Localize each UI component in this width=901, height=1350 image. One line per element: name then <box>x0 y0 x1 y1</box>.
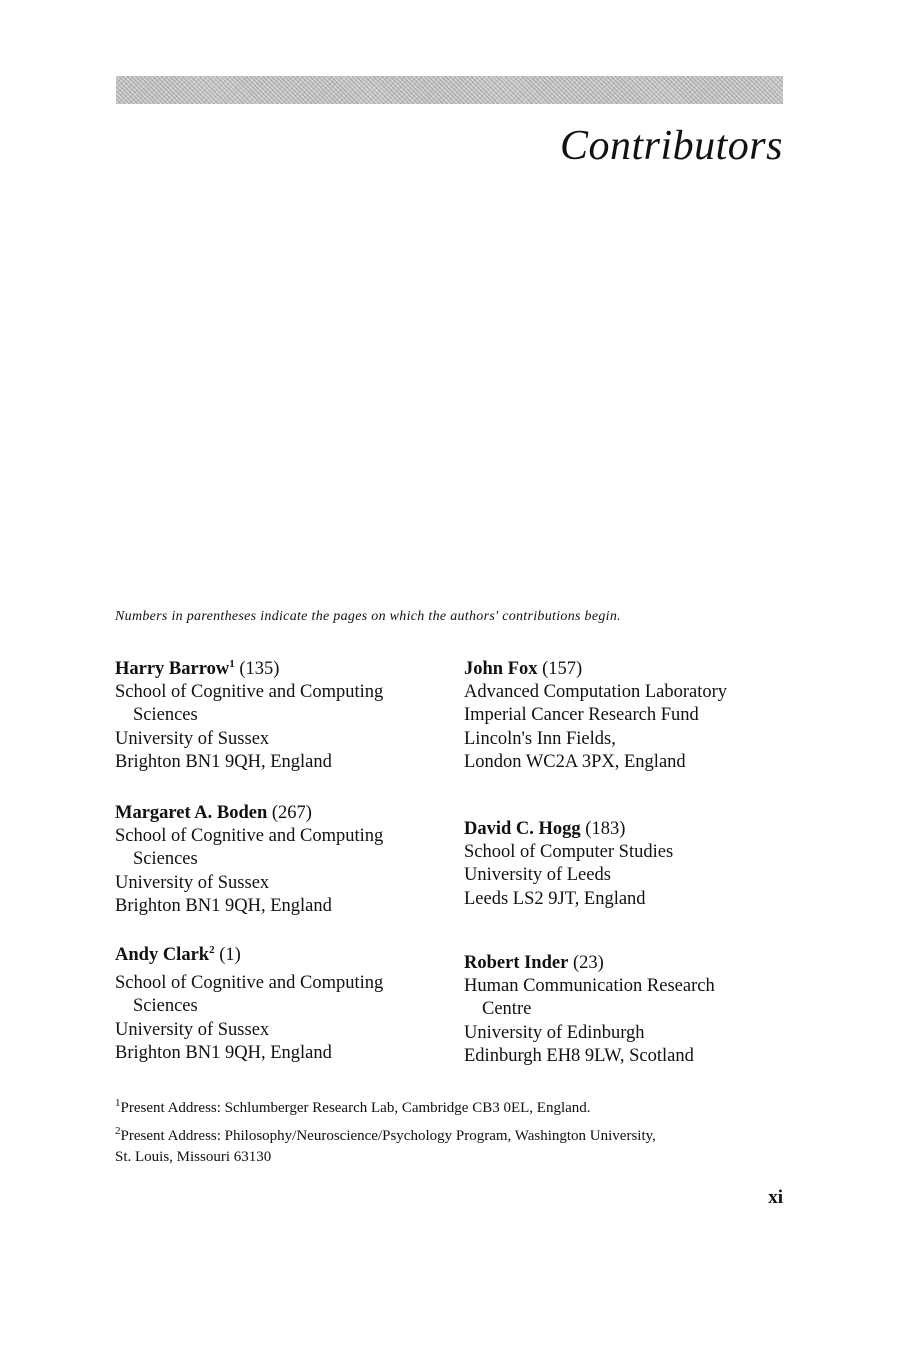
affiliation-line: University of Leeds <box>464 865 611 886</box>
footnote-marker: 2 <box>209 943 215 956</box>
affiliation-line: School of Cognitive and Computing <box>115 682 384 703</box>
affiliation-line: Leeds LS2 9JT, England <box>464 888 646 909</box>
contributor-entry <box>464 952 715 1068</box>
affiliation-line: University of Sussex <box>115 872 270 893</box>
affiliation-line: Brighton BN1 9QH, England <box>115 751 332 772</box>
footnote-marker: 1 <box>115 1097 121 1109</box>
contributor-page: (135) <box>239 659 280 679</box>
contributor-heading <box>464 818 673 841</box>
affiliation-line: Brighton BN1 9QH, England <box>115 895 332 916</box>
contributor-page: (1) <box>219 945 241 965</box>
contributor-page: (183) <box>585 819 626 839</box>
affiliation-line: Sciences <box>133 996 198 1017</box>
contributor-page: (157) <box>542 659 583 679</box>
contributor-entry <box>464 658 727 774</box>
page-title: Contributors <box>559 123 783 169</box>
affiliation-line: Edinburgh EH8 9LW, Scotland <box>464 1045 694 1066</box>
affiliation-line: University of Sussex <box>115 728 270 749</box>
affiliation-line: School of Cognitive and Computing <box>115 826 384 847</box>
contributor-page: (267) <box>271 803 312 823</box>
footnote-marker: 2 <box>115 1125 121 1137</box>
affiliation-line: Sciences <box>133 849 198 870</box>
contributor-name: John Fox <box>464 659 538 679</box>
contributor-heading <box>115 802 383 825</box>
contributor-entry <box>115 944 383 1065</box>
affiliation-line: Brighton BN1 9QH, England <box>115 1042 332 1063</box>
contributor-name: Andy Clark <box>115 945 210 965</box>
contributor-heading <box>464 658 727 681</box>
affiliation-line: Advanced Computation Laboratory <box>464 682 728 703</box>
affiliation-line: University of Edinburgh <box>464 1022 645 1043</box>
footnote <box>115 1098 591 1119</box>
footnote-text: Present Address: Philosophy/Neuroscience/Psychology Program, Washington University, <box>120 1128 656 1144</box>
contributor-name: Robert Inder <box>464 953 569 973</box>
footnote <box>115 1126 656 1168</box>
contributor-entry <box>115 658 383 774</box>
footnote-text: Present Address: Schlumberger Research Lab, Cambridge CB3 0EL, England. <box>120 1100 591 1116</box>
affiliation-line: School of Cognitive and Computing <box>115 973 384 994</box>
contributor-heading <box>464 952 715 975</box>
contributor-name: David C. Hogg <box>464 819 581 839</box>
affiliation-line: Lincoln's Inn Fields, <box>464 728 616 749</box>
footnote-marker: 1 <box>229 657 235 670</box>
affiliation-line: Imperial Cancer Research Fund <box>464 705 699 726</box>
contributor-heading <box>115 944 383 967</box>
contributor-page: (23) <box>572 953 604 973</box>
contributor-entry <box>464 818 673 911</box>
contributor-name: Margaret A. Boden <box>115 803 268 823</box>
affiliation-line: School of Computer Studies <box>464 842 674 863</box>
affiliation-line: University of Sussex <box>115 1019 270 1040</box>
contributor-name: Harry Barrow <box>115 659 230 679</box>
affiliation-line: Human Communication Research <box>464 976 715 997</box>
affiliation-line: Centre <box>482 999 532 1020</box>
page-number: xi <box>768 1187 783 1208</box>
contributor-entry <box>115 802 383 918</box>
affiliation-line: Sciences <box>133 705 198 726</box>
contributor-heading <box>115 658 383 681</box>
header-decorative-band <box>116 76 783 104</box>
affiliation-line: London WC2A 3PX, England <box>464 751 686 772</box>
footnote-text-continued: St. Louis, Missouri 63130 <box>115 1149 272 1165</box>
page-note: Numbers in parentheses indicate the pages on which the authors' contributions begin. <box>115 609 621 624</box>
